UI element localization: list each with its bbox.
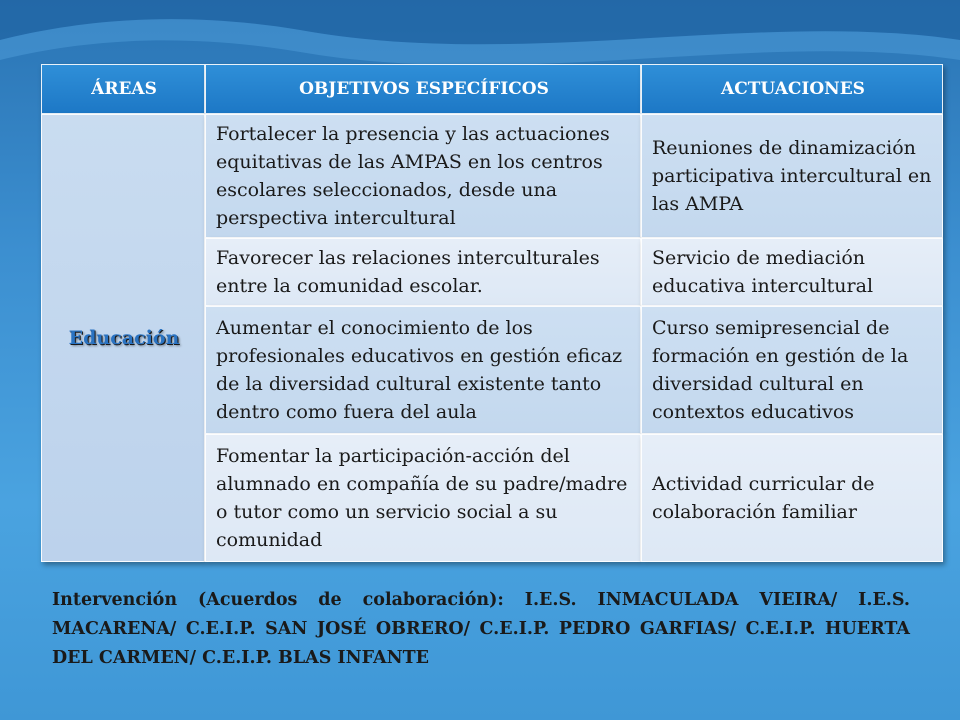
- actuacion-cell: Reuniones de dinamización participativa intercultural en las AMPA: [641, 114, 943, 238]
- actuacion-cell: Actividad curricular de colaboración familiar: [641, 434, 943, 562]
- objetivo-cell: Aumentar el conocimiento de los profesionales educativos en gestión eficaz de la diversidad cultural existente tanto dentro como fuera del aula: [205, 306, 641, 434]
- intervention-note: Intervención (Acuerdos de colaboración): I.E.S. INMACULADA VIEIRA/ I.E.S. MACARENA/ C.E.I.P. SAN JOSÉ OBRERO/ C.E.I.P. PEDRO GARFIAS/ C.E.I.P. HUERTA DEL CARMEN/ C.E.I.P. BLAS INFANTE: [52, 590, 910, 668]
- area-label: Educación: [68, 327, 180, 349]
- actuacion-cell: Curso semipresencial de formación en gestión de la diversidad cultural en contextos educativos: [641, 306, 943, 434]
- area-cell: [41, 114, 205, 562]
- objetivo-cell: Fomentar la participación-acción del alumnado en compañía de su padre/madre o tutor como un servicio social a su comunidad: [205, 434, 641, 562]
- header-objetivos: OBJETIVOS ESPECÍFICOS: [205, 64, 641, 114]
- areas-table: [41, 64, 943, 562]
- header-actuaciones: ACTUACIONES: [641, 64, 943, 114]
- objetivo-cell: Fortalecer la presencia y las actuaciones equitativas de las AMPAS en los centros escolares seleccionados, desde una perspectiva intercultural: [205, 114, 641, 238]
- actuacion-cell: Servicio de mediación educativa intercultural: [641, 238, 943, 306]
- objetivo-cell: Favorecer las relaciones interculturales entre la comunidad escolar.: [205, 238, 641, 306]
- header-areas: ÁREAS: [41, 64, 205, 114]
